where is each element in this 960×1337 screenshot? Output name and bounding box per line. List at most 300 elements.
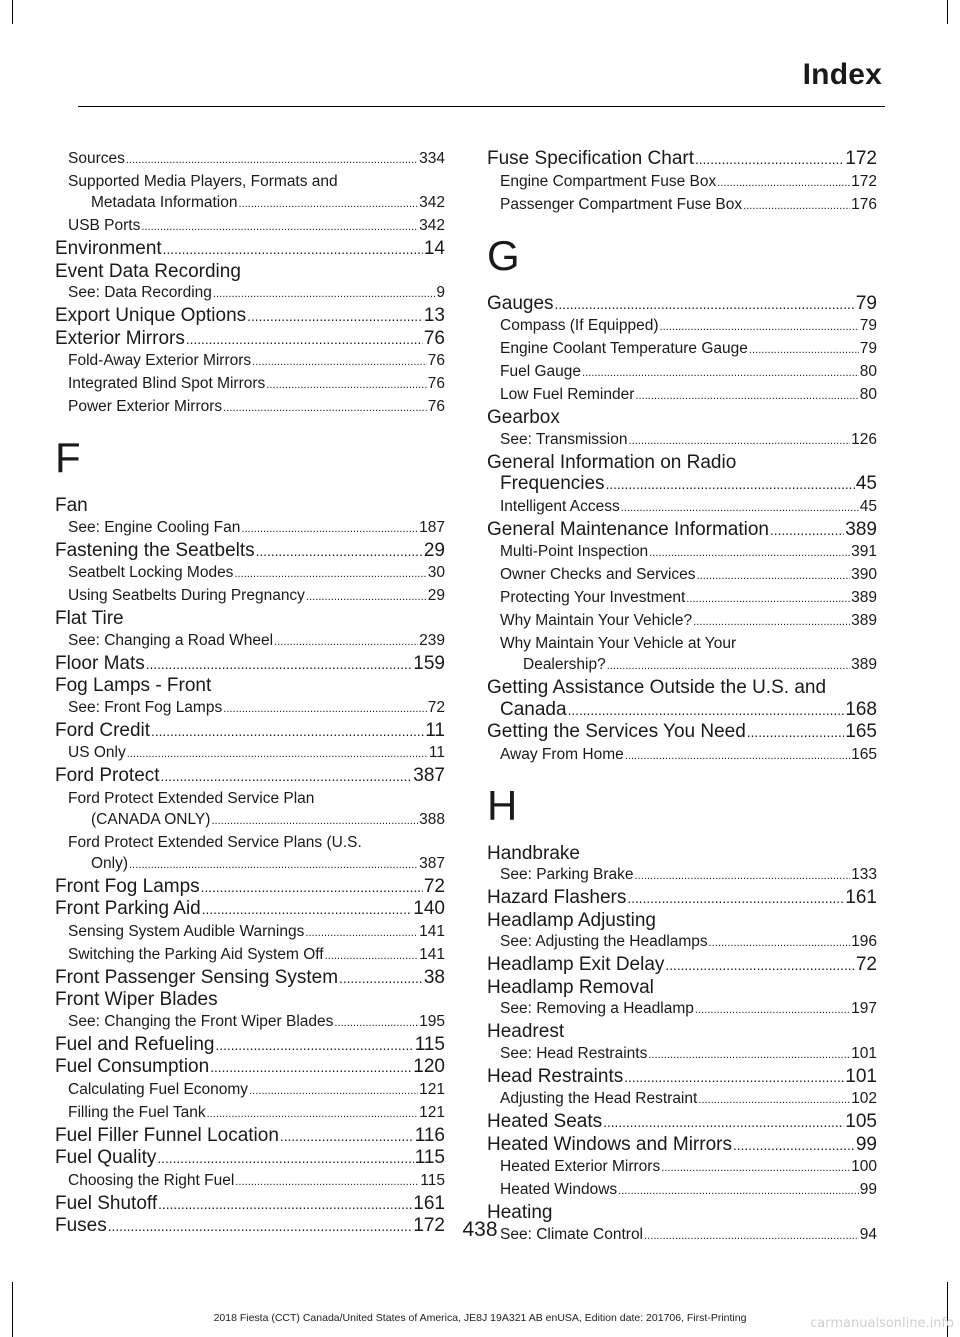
dot-leader (339, 967, 423, 990)
dot-leader (325, 944, 419, 967)
index-heading: Fog Lamps - Front (55, 675, 212, 696)
entry-label: Fold-Away Exterior Mirrors (68, 352, 252, 369)
entry-label: Using Seatbelts During Pregnancy (68, 587, 305, 604)
entry-label: Hazard Flashers (487, 887, 627, 908)
dot-leader (158, 1193, 412, 1216)
entry-label: Front Passenger Sensing System (55, 966, 339, 988)
dot-leader (607, 654, 850, 677)
dot-leader (686, 587, 850, 610)
entry-label: Fastening the Seatbelts (55, 539, 255, 561)
entry-label: Heated Seats (487, 1111, 603, 1132)
entry-page-number: 172 (845, 148, 877, 169)
entry-page-number: 115 (414, 1147, 445, 1168)
dot-leader (256, 540, 423, 563)
entry-label: Heated Windows and Mirrors (487, 1133, 732, 1155)
index-entry[interactable] (55, 540, 445, 563)
entry-label: USB Ports (68, 217, 141, 234)
dot-leader (157, 1147, 413, 1170)
entry-page-number: 165 (851, 745, 877, 763)
index-subentry-continued[interactable] (55, 809, 445, 832)
entry-label: Fuel Consumption (55, 1056, 210, 1077)
entry-label: See: Changing a Road Wheel (68, 631, 274, 649)
index-entry[interactable] (487, 1066, 877, 1089)
index-heading: Heating (487, 1202, 553, 1223)
index-subentry[interactable] (55, 517, 445, 540)
entry-label: See: Changing the Front Wiper Blades (68, 1012, 334, 1030)
dot-leader (747, 721, 845, 744)
index-subentry-wrapped: Why Maintain Your Vehicle at Your (500, 635, 737, 652)
entry-label: Ford Credit (55, 719, 151, 741)
index-heading: Getting Assistance Outside the U.S. and (487, 677, 827, 698)
dot-leader (697, 564, 851, 587)
index-subentry-wrapped: Supported Media Players, Formats and (68, 173, 338, 190)
watermark: carmanualsonline.info (810, 1316, 954, 1331)
entry-page-number: 101 (851, 1044, 877, 1062)
dot-leader (151, 720, 424, 743)
dot-leader (186, 328, 423, 351)
dot-leader (238, 192, 418, 215)
entry-page-number: 11 (425, 719, 445, 741)
entry-page-number: 197 (851, 1000, 877, 1017)
entry-page-number: 126 (851, 430, 877, 448)
index-subentry[interactable] (55, 215, 445, 238)
entry-page-number: 30 (427, 564, 445, 581)
entry-page-number: 161 (845, 887, 877, 908)
index-subentry[interactable] (55, 562, 445, 585)
index-subentry[interactable] (55, 921, 445, 944)
entry-label: Adjusting the Head Restraint (500, 1090, 698, 1107)
index-subentry[interactable] (487, 1043, 877, 1066)
entry-page-number: 141 (419, 922, 445, 940)
entry-label: Heated Exterior Mirrors (500, 1158, 661, 1175)
entry-page-number: 9 (436, 284, 445, 301)
dot-leader (266, 373, 426, 396)
entry-page-number: 172 (413, 1215, 445, 1236)
entry-page-number: 140 (413, 898, 445, 919)
entry-label: Front Parking Aid (55, 898, 201, 919)
index-subentry[interactable] (55, 742, 445, 765)
entry-label: Passenger Compartment Fuse Box (500, 195, 743, 213)
entry-label: See: Adjusting the Headlamps (500, 933, 708, 950)
entry-label: Engine Compartment Fuse Box (500, 172, 717, 190)
index-entry[interactable] (55, 1147, 445, 1170)
dot-leader (660, 315, 859, 338)
index-subentry[interactable] (487, 744, 877, 767)
entry-page-number: 11 (428, 744, 445, 761)
dot-leader (129, 853, 418, 876)
entry-label: Only) (91, 854, 129, 872)
index-subentry[interactable] (487, 931, 877, 954)
entry-page-number: 342 (419, 217, 445, 234)
index-subentry[interactable] (55, 350, 445, 373)
entry-label: Switching the Parking Aid System Off (68, 945, 324, 963)
dot-leader (252, 350, 427, 373)
entry-page-number: 389 (851, 589, 877, 606)
entry-page-number: 334 (419, 150, 445, 167)
entry-page-number: 159 (413, 652, 445, 674)
entry-page-number: 165 (845, 721, 877, 742)
entry-page-number: 120 (413, 1056, 445, 1077)
dot-leader (280, 1125, 414, 1148)
entry-label: Protecting Your Investment (500, 589, 686, 606)
dot-leader (625, 744, 850, 767)
dot-leader (695, 148, 844, 171)
index-subentry-wrapped: Ford Protect Extended Service Plans (U.S. (68, 833, 362, 851)
index-subentry[interactable] (55, 1170, 445, 1193)
entry-page-number: 100 (851, 1158, 877, 1175)
index-heading: Headrest (487, 1021, 565, 1042)
entry-page-number: 79 (859, 317, 877, 334)
index-subentry-continued[interactable] (487, 654, 877, 677)
entry-page-number: 72 (855, 954, 877, 975)
dot-leader (247, 305, 423, 328)
entry-label: Front Fog Lamps (55, 875, 200, 897)
entry-page-number: 195 (419, 1012, 445, 1030)
entry-page-number: 391 (851, 543, 877, 560)
dot-leader (568, 699, 845, 722)
crop-mark-top-left-v (12, 0, 13, 24)
dot-leader (213, 282, 435, 305)
index-entry[interactable] (487, 1134, 877, 1157)
entry-label: See: Front Fog Lamps (68, 698, 223, 716)
entry-label: See: Engine Cooling Fan (68, 518, 241, 536)
index-subentry[interactable] (487, 361, 877, 384)
entry-label: Engine Coolant Temperature Gauge (500, 340, 748, 357)
dot-leader (274, 630, 418, 653)
entry-page-number: 80 (859, 386, 877, 403)
dot-leader (709, 931, 850, 954)
entry-page-number: 115 (414, 1033, 445, 1055)
entry-page-number: 99 (859, 1181, 877, 1198)
entry-page-number: 105 (845, 1111, 877, 1132)
index-subentry[interactable] (487, 315, 877, 338)
index-entry[interactable] (55, 238, 445, 261)
entry-label: (CANADA ONLY) (91, 810, 211, 828)
entry-label: Frequencies (500, 473, 605, 494)
entry-page-number: 13 (423, 305, 445, 326)
index-entry[interactable] (487, 293, 877, 316)
entry-page-number: 72 (423, 875, 445, 897)
entry-page-number: 121 (419, 1080, 445, 1098)
entry-label: Environment (55, 238, 162, 259)
index-heading: Front Wiper Blades (55, 989, 218, 1010)
entry-label: Why Maintain Your Vehicle? (500, 612, 693, 629)
entry-page-number: 76 (427, 352, 445, 369)
page-number: 438 (462, 1218, 498, 1241)
index-entry[interactable] (55, 1034, 445, 1057)
entry-page-number: 196 (851, 933, 877, 950)
index-subentry[interactable] (487, 338, 877, 361)
entry-page-number: 133 (851, 866, 877, 883)
dot-leader (743, 194, 850, 217)
entry-label: See: Data Recording (68, 284, 212, 301)
index-entry[interactable] (55, 967, 445, 990)
entry-page-number: 76 (427, 375, 445, 392)
entry-page-number: 45 (855, 473, 877, 494)
index-entry[interactable] (487, 519, 877, 542)
index-subentry[interactable] (487, 998, 877, 1021)
index-subentry[interactable] (487, 610, 877, 633)
index-subentry[interactable] (55, 697, 445, 720)
dot-leader (306, 585, 427, 608)
entry-page-number: 176 (851, 195, 877, 213)
dot-leader (749, 338, 859, 361)
entry-page-number: 387 (413, 765, 445, 786)
dot-leader (733, 1134, 855, 1157)
entry-page-number: 141 (419, 945, 445, 963)
entry-page-number: 121 (419, 1103, 445, 1121)
index-entry[interactable] (55, 1056, 445, 1079)
index-subentry[interactable] (487, 587, 877, 610)
index-entry-continued[interactable] (487, 473, 877, 496)
index-entry-continued[interactable] (487, 699, 877, 722)
entry-label: Fuel and Refueling (55, 1033, 215, 1055)
entry-page-number: 187 (419, 518, 445, 536)
crop-mark-bottom-left-v (12, 1282, 13, 1337)
dot-leader (223, 697, 427, 720)
entry-label: See: Head Restraints (500, 1044, 648, 1062)
dot-leader (665, 954, 854, 977)
entry-label: Fuel Shutoff (55, 1192, 158, 1214)
entry-page-number: 76 (423, 327, 445, 349)
entry-page-number: 168 (845, 698, 877, 720)
dot-leader (618, 1179, 859, 1202)
entry-page-number: 80 (859, 363, 877, 380)
entry-label: See: Removing a Headlamp (500, 1000, 694, 1017)
dot-leader (635, 864, 851, 887)
entry-label: Canada (500, 698, 567, 720)
dot-leader (555, 293, 855, 316)
dot-leader (717, 171, 850, 194)
index-heading: General Information on Radio (487, 451, 737, 473)
entry-page-number: 239 (419, 631, 445, 649)
entry-label: Head Restraints (487, 1065, 624, 1087)
dot-leader (163, 238, 423, 261)
index-entry[interactable] (487, 148, 877, 171)
index-subentry[interactable] (487, 541, 877, 564)
entry-page-number: 76 (427, 398, 445, 415)
index-subentry[interactable] (55, 148, 445, 171)
index-heading: Flat Tire (55, 608, 124, 629)
dot-leader (627, 887, 844, 910)
index-subentry[interactable] (487, 564, 877, 587)
dot-leader (606, 473, 855, 496)
index-subentry[interactable] (55, 1079, 445, 1102)
entry-page-number: 101 (845, 1065, 877, 1087)
dot-leader (126, 148, 418, 171)
index-column-left (55, 148, 445, 1238)
dot-leader (629, 429, 851, 452)
dot-leader (649, 541, 850, 564)
index-heading: Handbrake (487, 842, 580, 864)
dot-leader (603, 1111, 844, 1134)
entry-label: Seatbelt Locking Modes (68, 564, 234, 581)
entry-label: Export Unique Options (55, 305, 247, 326)
index-subentry[interactable] (487, 1088, 877, 1111)
entry-label: Dealership? (523, 656, 606, 673)
entry-page-number: 115 (420, 1171, 445, 1189)
dot-leader (241, 517, 418, 540)
index-entry[interactable] (55, 898, 445, 921)
dot-leader (695, 998, 850, 1021)
entry-label: Heated Windows (500, 1181, 618, 1198)
index-subentry[interactable] (55, 282, 445, 305)
entry-page-number: 29 (427, 587, 445, 604)
entry-label: Ford Protect (55, 765, 160, 786)
entry-label: Choosing the Right Fuel (68, 1171, 235, 1189)
entry-page-number: 172 (851, 172, 877, 190)
entry-label: See: Transmission (500, 430, 628, 448)
index-heading: Event Data Recording (55, 260, 241, 282)
dot-leader (146, 653, 413, 676)
entry-page-number: 390 (851, 566, 877, 583)
index-entry[interactable] (487, 954, 877, 977)
index-subentry-continued[interactable] (55, 192, 445, 215)
index-entry[interactable] (55, 720, 445, 743)
dot-leader (202, 898, 413, 921)
dot-leader (305, 921, 418, 944)
page-title: Index (802, 58, 882, 91)
index-subentry[interactable] (487, 429, 877, 452)
entry-page-number: 72 (427, 698, 445, 716)
index-entry[interactable] (55, 876, 445, 899)
entry-label: Fuel Quality (55, 1147, 157, 1168)
dot-leader (661, 1156, 850, 1179)
entry-label: Exterior Mirrors (55, 327, 185, 349)
index-heading: Headlamp Removal (487, 976, 654, 998)
entry-page-number: 94 (859, 1225, 877, 1243)
dot-leader (582, 361, 859, 384)
index-subentry[interactable] (487, 384, 877, 407)
dot-leader (223, 396, 427, 419)
entry-label: See: Climate Control (500, 1225, 644, 1243)
entry-page-number: 389 (845, 518, 877, 540)
entry-label: Getting the Services You Need (487, 721, 746, 742)
dot-leader (334, 1011, 418, 1034)
index-subentry[interactable] (487, 194, 877, 217)
index-heading: Gearbox (487, 407, 560, 428)
index-section-letter: G (487, 231, 520, 279)
index-entry[interactable] (487, 721, 877, 744)
dot-leader (621, 496, 859, 519)
index-entry[interactable] (487, 887, 877, 910)
index-subentry[interactable] (487, 1179, 877, 1202)
entry-label: Low Fuel Reminder (500, 386, 635, 403)
entry-page-number: 102 (851, 1090, 877, 1107)
entry-label: General Maintenance Information (487, 518, 769, 540)
entry-page-number: 29 (423, 539, 445, 561)
index-entry[interactable] (55, 653, 445, 676)
index-subentry[interactable] (55, 944, 445, 967)
dot-leader (624, 1066, 844, 1089)
dot-leader (693, 610, 850, 633)
index-entry[interactable] (55, 1193, 445, 1216)
entry-page-number: 79 (859, 340, 877, 357)
dot-leader (207, 1102, 419, 1125)
dot-leader (770, 519, 844, 542)
index-subentry[interactable] (55, 373, 445, 396)
entry-label: Sources (68, 150, 125, 167)
entry-page-number: 342 (419, 194, 445, 211)
entry-label: Power Exterior Mirrors (68, 398, 223, 415)
entry-label: Intelligent Access (500, 497, 620, 515)
index-subentry[interactable] (55, 630, 445, 653)
index-entry[interactable] (55, 305, 445, 328)
dot-leader (234, 562, 426, 585)
dot-leader (235, 1170, 419, 1193)
index-subentry[interactable] (487, 171, 877, 194)
entry-label: Owner Checks and Services (500, 566, 696, 583)
dot-leader (127, 742, 428, 765)
index-section-letter: H (487, 781, 518, 829)
dot-leader (216, 1034, 414, 1057)
index-subentry[interactable] (487, 496, 877, 519)
index-heading: Fan (55, 495, 88, 516)
dot-leader (201, 876, 423, 899)
entry-label: Fuse Specification Chart (487, 148, 694, 169)
entry-page-number: 99 (855, 1133, 877, 1155)
entry-label: Fuses (55, 1215, 107, 1236)
entry-page-number: 14 (423, 238, 445, 259)
index-subentry-continued[interactable] (55, 853, 445, 876)
entry-label: Floor Mats (55, 652, 145, 674)
entry-page-number: 389 (851, 612, 877, 629)
entry-label: Multi-Point Inspection (500, 543, 649, 560)
index-entry[interactable] (55, 1125, 445, 1148)
entry-label: Gauges (487, 292, 554, 314)
index-subentry[interactable] (487, 1156, 877, 1179)
entry-label: Away From Home (500, 745, 624, 763)
index-column-right (487, 148, 877, 1247)
entry-label: US Only (68, 744, 126, 761)
entry-label: Fuel Gauge (500, 363, 581, 380)
index-subentry[interactable] (55, 396, 445, 419)
index-entry[interactable] (55, 765, 445, 788)
entry-label: Metadata Information (91, 194, 238, 211)
entry-page-number: 388 (419, 810, 445, 828)
dot-leader (161, 765, 413, 788)
entry-page-number: 45 (859, 497, 877, 515)
index-subentry-wrapped: Ford Protect Extended Service Plan (68, 789, 315, 807)
entry-page-number: 38 (423, 966, 445, 988)
entry-label: Compass (If Equipped) (500, 317, 659, 334)
entry-page-number: 116 (414, 1124, 445, 1146)
index-subentry[interactable] (55, 1011, 445, 1034)
dot-leader (249, 1079, 418, 1102)
index-subentry[interactable] (55, 585, 445, 608)
entry-label: Calculating Fuel Economy (68, 1080, 249, 1098)
index-subentry[interactable] (487, 864, 877, 887)
dot-leader (635, 384, 858, 407)
entry-label: Headlamp Exit Delay (487, 954, 665, 975)
dot-leader (648, 1043, 850, 1066)
index-subentry[interactable] (55, 1102, 445, 1125)
entry-page-number: 389 (851, 656, 877, 673)
index-section-letter: F (55, 434, 81, 481)
dot-leader (211, 809, 418, 832)
footer-edition-info: 2018 Fiesta (CCT) Canada/United States of America, JE8J 19A321 AB enUSA, Edition date: 201706, First-Printing (213, 1312, 747, 1324)
entry-label: Sensing System Audible Warnings (68, 922, 305, 940)
dot-leader (141, 215, 418, 238)
entry-label: Filling the Fuel Tank (68, 1103, 206, 1121)
header-rule (78, 106, 885, 107)
index-entry[interactable] (55, 328, 445, 351)
index-entry[interactable] (487, 1111, 877, 1134)
entry-label: Fuel Filler Funnel Location (55, 1124, 279, 1146)
entry-page-number: 79 (855, 292, 877, 314)
entry-page-number: 161 (413, 1192, 445, 1214)
dot-leader (698, 1088, 850, 1111)
